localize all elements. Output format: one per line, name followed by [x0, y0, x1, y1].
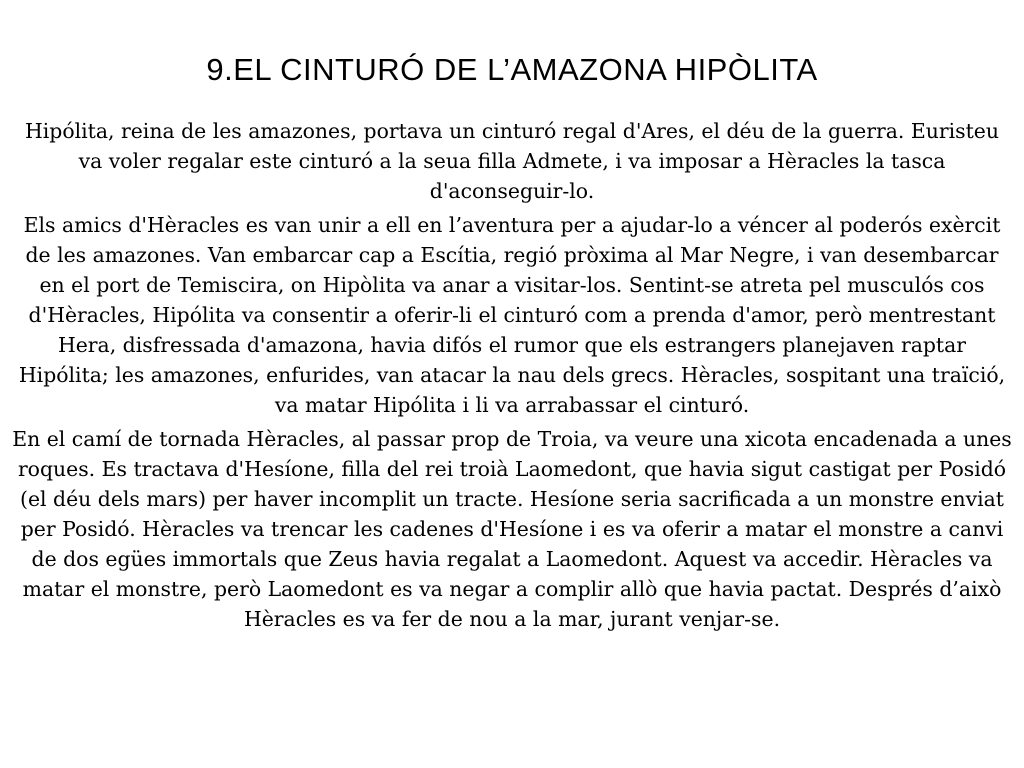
paragraph-hesione: En el camí de tornada Hèracles, al passar prop de Troia, va veure una xicota encadenada a unes roques. Es tractava d'Hesíone, filla del rei troià Laomedont, que havia sigut castigat per Posidó (el déu dels mars) per haver incomplit un tracte. Hesíone seria sacrificada a un monstre enviat per Posidó. Hèracles va trencar les cadenes d'Hesíone i es va oferir a matar el monstre a canvi de dos egües immortals que Zeus havia regalat a Laomedont. Aquest va accedir. Hèracles va matar el monstre, però Laomedont es va negar a complir allò que havia pactat. Després d’això Hèracles es va fer de nou a la mar, jurant venjar-se.: [12, 427, 1012, 631]
slide-body: [12, 116, 1012, 638]
slide-title: 9.EL CINTURÓ DE L’AMAZONA HIPÒLITA: [206, 52, 818, 87]
paragraph-hipolita-intro: Hipólita, reina de les amazones, portava un cinturó regal d'Ares, el déu de la guerra. Euristeu va voler regalar este cinturó a la seua filla Admete, i va imposar a Hèracles la tasca d'aconseguir-lo.: [25, 119, 999, 203]
paragraph-amazons-battle: Els amics d'Hèracles es van unir a ell en l’aventura per a ajudar-lo a véncer al poderós exèrcit de les amazones. Van embarcar cap a Escítia, regió pròxima al Mar Negre, i van desembarcar en el port de Temiscira, on Hipòlita va anar a visitar-los. Sentint-se atreta pel musculós cos d'Hèracles, Hipólita va consentir a oferir-li el cinturó com a prenda d'amor, però mentrestant Hera, disfressada d'amazona, havia difós el rumor que els estrangers planejaven raptar Hipólita; les amazones, enfurides, van atacar la nau dels grecs. Hèracles, sospitant una traïció, va matar Hipólita i li va arrabassar el cinturó.: [18, 213, 1006, 417]
